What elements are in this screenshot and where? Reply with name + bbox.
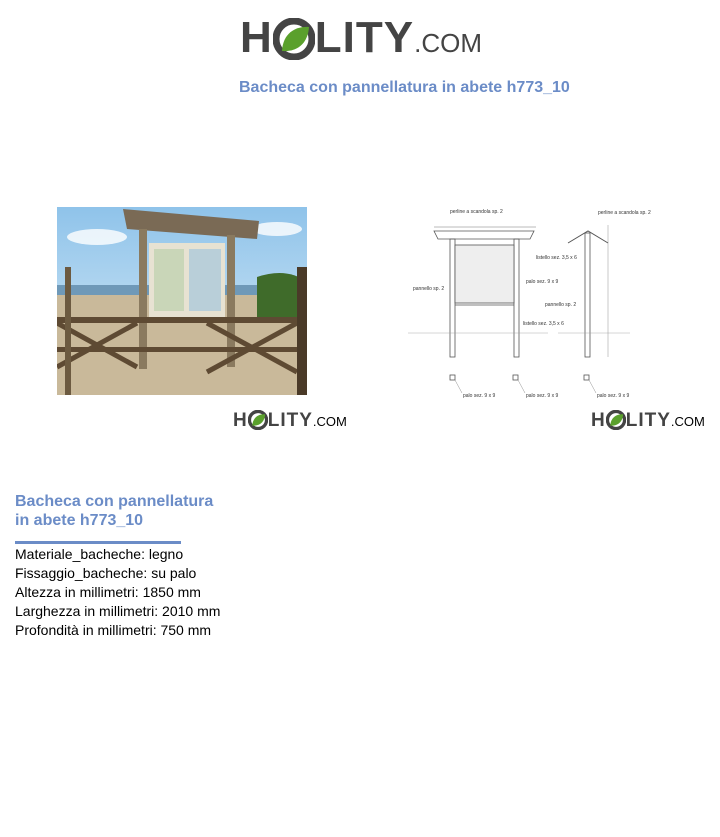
spec-list [15, 545, 220, 640]
technical-drawing [408, 205, 658, 400]
logo-text: LITY [625, 410, 671, 431]
drawing-label: pannello sp. 2 [545, 302, 577, 308]
logo-letter-h: H [240, 13, 273, 62]
logo-suffix: .COM [670, 414, 705, 429]
leaf-o-icon [606, 410, 626, 435]
logo-suffix: .COM [312, 414, 347, 429]
drawing-label: pannello sp. 2 [413, 286, 445, 292]
drawing-label: palo sez. 9 x 9 [526, 393, 559, 399]
drawing-label: palo sez. 9 x 9 [597, 393, 630, 399]
logo-letter-h: H [233, 410, 248, 431]
logo-suffix: .COM [414, 28, 482, 58]
leaf-o-icon [248, 410, 268, 435]
heading-divider [15, 541, 181, 544]
spec-item: Profondità in millimetri: 750 mm [15, 622, 212, 638]
holity-logo-small-2[interactable] [591, 407, 705, 435]
page-title: Bacheca con pannellatura in abete h773_10 [239, 79, 570, 96]
logo-text: LITY [314, 13, 415, 62]
drawing-label: listello sez. 3,5 x 6 [523, 321, 564, 327]
drawing-label: listello sez. 3,5 x 6 [536, 255, 577, 261]
product-heading-line1: Bacheca con pannellatura [15, 493, 214, 510]
spec-item: Altezza in millimetri: 1850 mm [15, 584, 201, 600]
product-heading-line2: in abete h773_10 [15, 512, 144, 529]
drawing-label: palo sez. 9 x 9 [526, 279, 559, 285]
spec-item: Materiale_bacheche: legno [15, 546, 184, 562]
drawing-label: perline a scandola sp. 2 [598, 210, 651, 216]
drawing-label: perline a scandola sp. 2 [450, 209, 503, 215]
product-heading [15, 492, 245, 530]
product-photo [57, 207, 307, 395]
holity-logo-small[interactable] [233, 407, 347, 435]
spec-item: Fissaggio_bacheche: su palo [15, 565, 197, 581]
logo-text: LITY [267, 410, 313, 431]
holity-logo[interactable] [240, 12, 490, 64]
drawing-label: palo sez. 9 x 9 [463, 393, 496, 399]
spec-item: Larghezza in millimetri: 2010 mm [15, 603, 221, 619]
logo-letter-h: H [591, 410, 606, 431]
leaf-o-icon [273, 18, 315, 65]
